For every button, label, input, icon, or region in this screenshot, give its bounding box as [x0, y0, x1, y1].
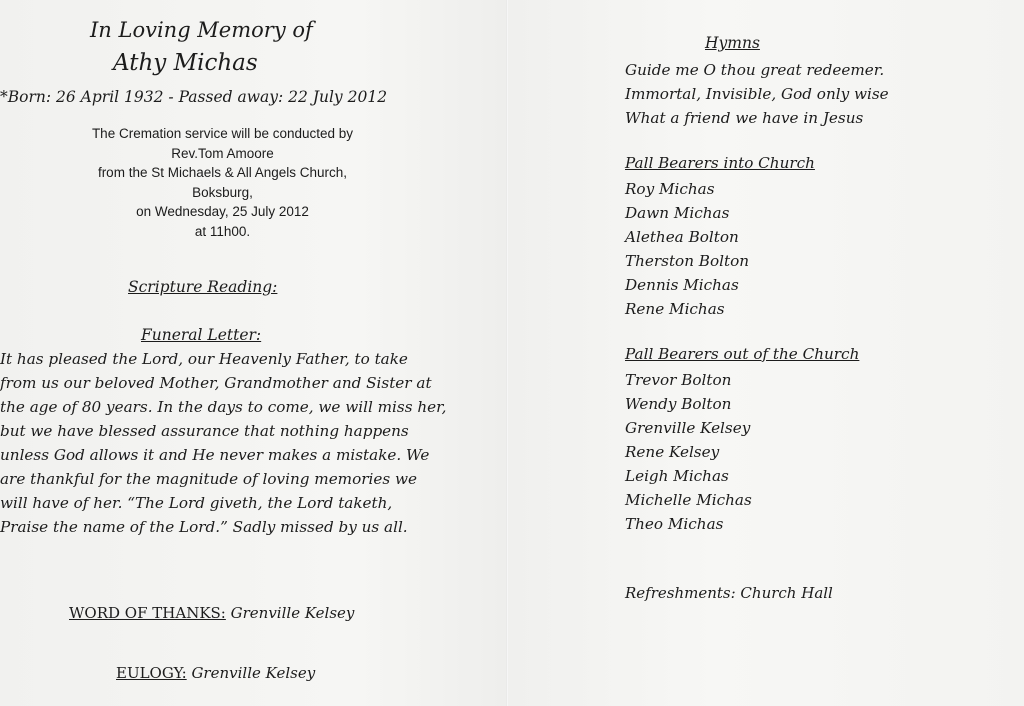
- service-line: The Cremation service will be conducted by: [91, 126, 354, 141]
- list-item: Wendy Bolton: [625, 395, 732, 413]
- service-line: from the St Michaels & All Angels Church,: [97, 165, 348, 180]
- list-item: Dawn Michas: [625, 204, 730, 222]
- word-of-thanks: [69, 604, 354, 622]
- letter-line: Praise the name of the Lord.” Sadly missed by us all.: [0, 518, 408, 536]
- list-item: Rene Michas: [625, 300, 725, 318]
- letter-line: but we have blessed assurance that nothing happens: [0, 422, 409, 440]
- eulogy-speaker: Grenville Kelsey: [191, 664, 316, 682]
- service-details: [60, 124, 385, 241]
- thanks-speaker: Grenville Kelsey: [230, 604, 355, 622]
- list-item: Therston Bolton: [625, 252, 749, 270]
- service-line: Rev.Tom Amoore: [171, 145, 274, 161]
- left-page: [0, 0, 508, 706]
- letter-line: unless God allows it and He never makes a mistake. We: [0, 446, 430, 464]
- letter-line: the age of 80 years. In the days to come, we will miss her,: [0, 398, 447, 416]
- bearers-out-heading: Pall Bearers out of the Church: [625, 345, 860, 363]
- letter-line: are thankful for the magnitude of loving memories we: [0, 470, 417, 488]
- right-page: [508, 0, 1024, 706]
- birth-death-dates: *Born: 26 April 1932 - Passed away: 22 July 2012: [0, 88, 388, 106]
- list-item: Alethea Bolton: [625, 228, 739, 246]
- bearers-out-list: [625, 368, 752, 536]
- refreshments-note: Refreshments: Church Hall: [625, 584, 833, 602]
- list-item: Rene Kelsey: [625, 443, 720, 461]
- letter-line: will have of her. “The Lord giveth, the Lord taketh,: [0, 494, 393, 512]
- hymns-list: [625, 58, 889, 130]
- memorial-title: In Loving Memory of: [90, 18, 313, 42]
- list-item: Theo Michas: [625, 515, 724, 533]
- list-item: Grenville Kelsey: [625, 419, 751, 437]
- thanks-label: WORD OF THANKS:: [69, 604, 226, 622]
- service-line: at 11h00.: [194, 223, 251, 239]
- list-item: Roy Michas: [625, 180, 715, 198]
- list-item: Dennis Michas: [625, 276, 739, 294]
- service-line: Boksburg,: [192, 184, 253, 200]
- letter-line: from us our beloved Mother, Grandmother and Sister at: [0, 374, 432, 392]
- list-item: Guide me O thou great redeemer.: [625, 61, 885, 79]
- funeral-letter-heading: Funeral Letter:: [141, 326, 262, 344]
- funeral-letter: [0, 347, 460, 539]
- list-item: Leigh Michas: [625, 467, 729, 485]
- eulogy: [116, 664, 315, 682]
- eulogy-label: EULOGY:: [116, 664, 187, 682]
- scripture-heading: Scripture Reading:: [128, 278, 278, 296]
- hymns-heading: Hymns: [705, 34, 760, 52]
- bearers-in-list: [625, 177, 749, 321]
- list-item: Immortal, Invisible, God only wise: [625, 85, 889, 103]
- list-item: Trevor Bolton: [625, 371, 732, 389]
- deceased-name: Athy Michas: [113, 50, 258, 76]
- service-line: on Wednesday, 25 July 2012: [136, 204, 309, 219]
- bearers-in-heading: Pall Bearers into Church: [625, 154, 815, 172]
- list-item: Michelle Michas: [625, 491, 752, 509]
- letter-line: It has pleased the Lord, our Heavenly Father, to take: [0, 350, 408, 368]
- list-item: What a friend we have in Jesus: [625, 109, 864, 127]
